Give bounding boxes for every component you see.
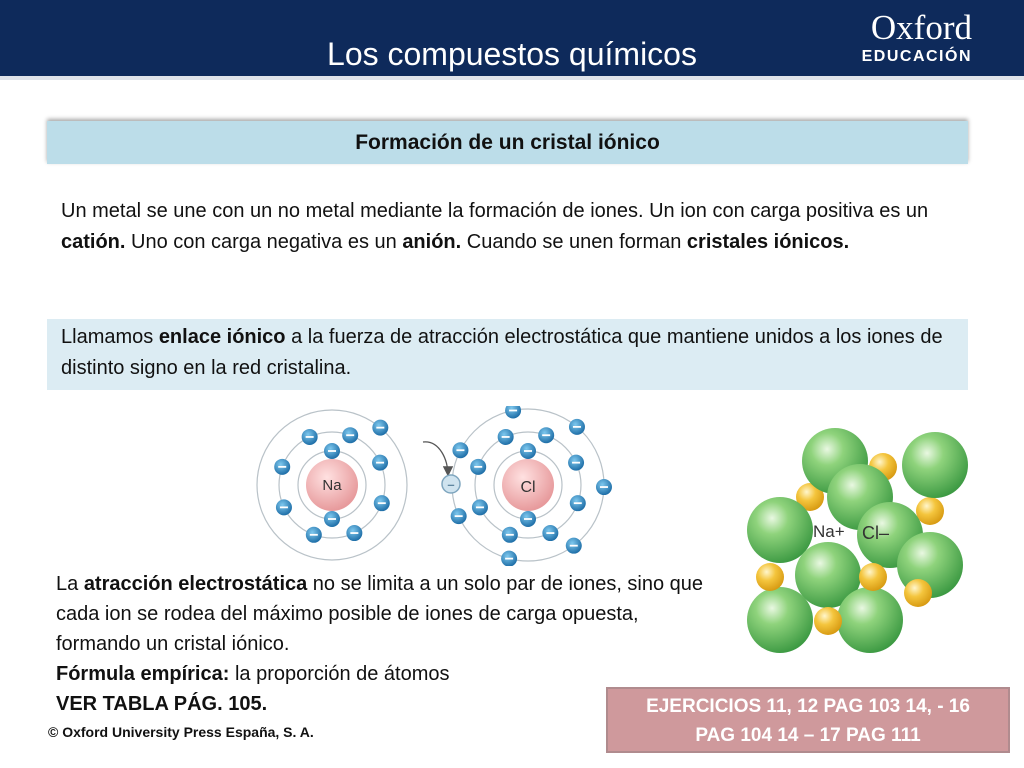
page-title: Los compuestos químicos — [327, 36, 697, 72]
electron-transfer-diagram — [255, 406, 625, 566]
sodium-label: Na — [322, 477, 342, 494]
logo-brand: Oxford — [870, 8, 972, 47]
definition-box — [47, 319, 968, 390]
intro-run: cristales iónicos. — [686, 231, 850, 253]
explanation-run: la proporción de átomos — [229, 663, 450, 685]
explanation-run: atracción electrostática — [83, 573, 308, 595]
section-title: Formación de un cristal iónico — [355, 131, 660, 154]
intro-run: anión. — [402, 231, 462, 253]
ionic-crystal-illustration — [740, 425, 972, 675]
ionic-bond-definition — [61, 322, 961, 384]
exercises-box — [606, 687, 1010, 753]
definition-run: Llamamos — [61, 326, 159, 348]
intro-paragraph — [61, 196, 961, 258]
cation-label: Na+ — [813, 522, 845, 541]
copyright-notice: © Oxford University Press España, S. A. — [48, 724, 314, 740]
crystal-lattice — [747, 428, 968, 653]
sodium-ion — [814, 607, 842, 635]
header-divider — [0, 76, 1024, 80]
definition-run: enlace iónico — [158, 326, 286, 348]
chloride-ion — [837, 587, 903, 653]
chloride-ion — [902, 432, 968, 498]
chlorine-label: Cl — [520, 479, 536, 496]
exercises-line-2: PAG 104 14 – 17 PAG 111 — [695, 725, 921, 746]
electron — [505, 406, 521, 418]
intro-run: Cuando se unen forman — [461, 231, 687, 253]
transfer-arrow — [423, 442, 448, 474]
chloride-ion — [747, 587, 813, 653]
anion-label: Cl– — [862, 523, 890, 543]
intro-run: Uno con carga negativa es un — [125, 231, 403, 253]
chloride-ion — [747, 497, 813, 563]
explanation-run: VER TABLA PÁG. 105. — [56, 693, 268, 715]
sodium-ion — [916, 497, 944, 525]
sodium-ion — [756, 563, 784, 591]
explanation-run: La — [56, 573, 84, 595]
sodium-ion — [904, 579, 932, 607]
sodium-ion — [859, 563, 887, 591]
exercises-line-1: EJERCICIOS 11, 12 PAG 103 14, - 16 — [646, 696, 970, 717]
intro-run: catión. — [61, 231, 126, 253]
definition-run: a la fuerza de atracción electrostática que mantiene unidos a los iones de distinto signo en la red cristalina. — [61, 326, 943, 379]
section-header — [47, 121, 968, 164]
explanation-run: Fórmula empírica: — [56, 663, 230, 685]
oxford-logo — [862, 10, 972, 66]
intro-run: Un metal se une con un no metal mediante la formación de iones. Un ion con carga positiva es un — [61, 200, 929, 222]
explanation-run: no se limita a un solo par de iones, sino que cada ion se rodea del máximo posible de iones de carga opuesta, formando un cristal iónico. — [56, 573, 704, 655]
transferred-electron-sign: – — [447, 477, 455, 492]
logo-subtitle: EDUCACIÓN — [861, 48, 972, 65]
